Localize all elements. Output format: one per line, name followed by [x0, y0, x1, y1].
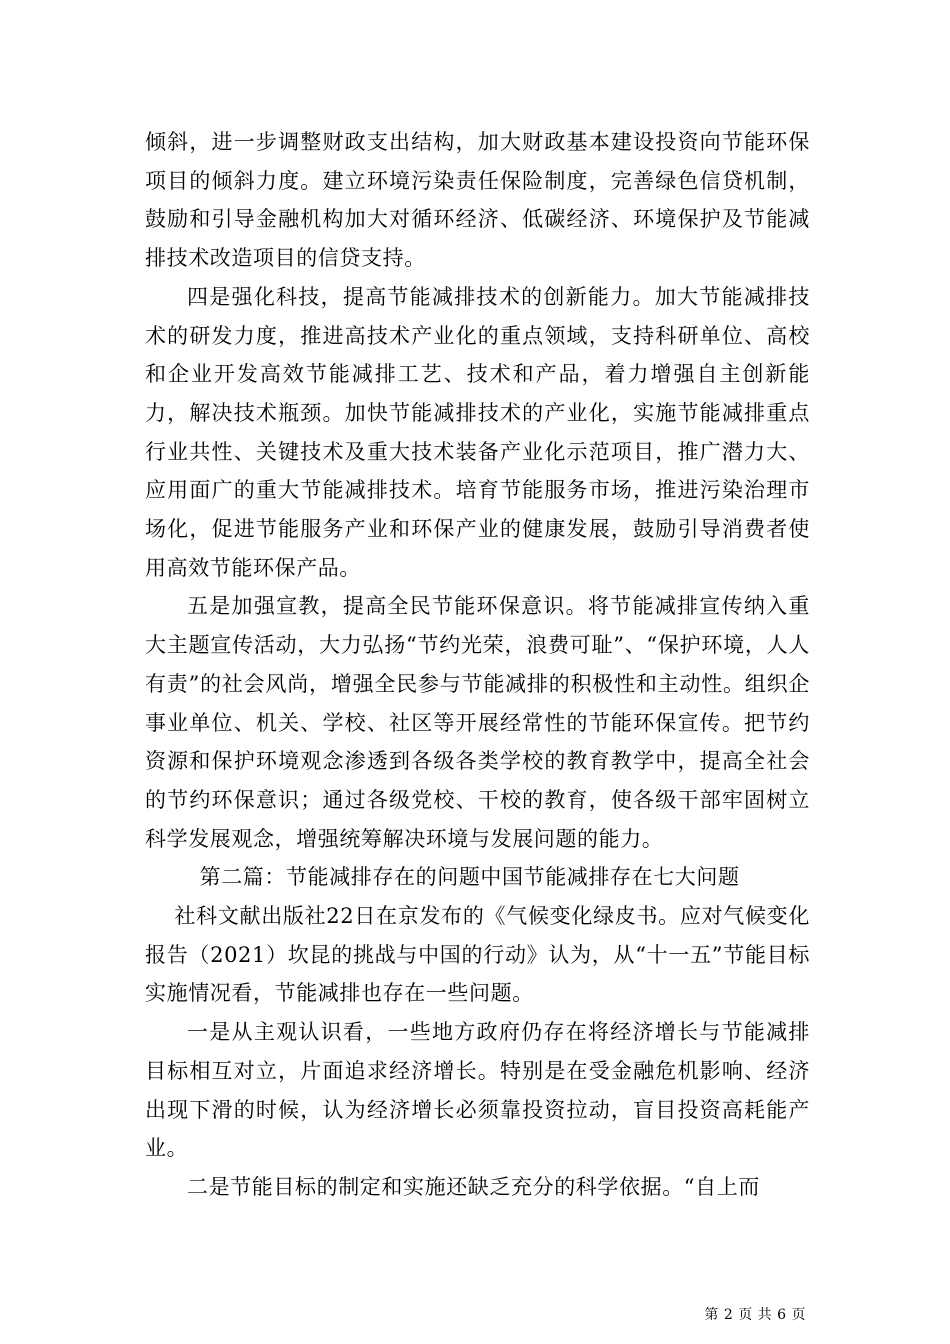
paragraph-continuation: 倾斜，进一步调整财政支出结构，加大财政基本建设投资向节能环保项目的倾斜力度。建立环境污染责任保险制度，完善绿色信贷机制，鼓励和引导金融机构加大对循环经济、低碳经济、环境保护及节能减排技术改造项目的信贷支持。: [145, 130, 810, 271]
paragraph-point-four: 四是强化科技，提高节能减排技术的创新能力。加大节能减排技术的研发力度，推进高技术产业化的重点领域，支持科研单位、高校和企业开发高效节能减排工艺、技术和产品，着力增强自主创新能力，解决技术瓶颈。加快节能减排技术的产业化，实施节能减排重点行业共性、关键技术及重大技术装备产业化示范项目，推广潜力大、应用面广的重大节能减排技术。培育节能服务市场，推进污染治理市场化，促进节能服务产业和环保产业的健康发展，鼓励引导消费者使用高效节能环保产品。: [145, 284, 810, 580]
paragraph-problem-two: 二是节能目标的制定和实施还缺乏充分的科学依据。“自上而: [187, 1174, 760, 1199]
paragraph-intro: 社科文献出版社22日在京发布的《气候变化绿皮书。应对气候变化报告（2021）坎昆的挑战与中国的行动》认为，从“十一五”节能目标实施情况看，节能减排也存在一些问题。: [145, 904, 810, 1006]
section-heading: 第二篇：节能减排存在的问题中国节能减排存在七大问题: [199, 865, 740, 890]
page-number: 第 2 页 共 6 页: [704, 1307, 806, 1323]
paragraph-point-five: 五是加强宣教，提高全民节能环保意识。将节能减排宣传纳入重大主题宣传活动，大力弘扬“节约光荣，浪费可耻”、“保护环境，人人有责”的社会风尚，增强全民参与节能减排的积极性和主动性。组织企事业单位、机关、学校、社区等开展经常性的节能环保宣传。把节约资源和保护环境观念渗透到各级各类学校的教育教学中，提高全社会的节约环保意识；通过各级党校、干校的教育，使各级干部牢固树立科学发展观念，增强统筹解决环境与发展问题的能力。: [145, 594, 810, 851]
document-body: [145, 123, 810, 1207]
paragraph-problem-one: 一是从主观认识看，一些地方政府仍存在将经济增长与节能减排目标相互对立，片面追求经济增长。特别是在受金融危机影响、经济出现下滑的时候，认为经济增长必须靠投资拉动，盲目投资高耗能产业。: [145, 1020, 810, 1161]
